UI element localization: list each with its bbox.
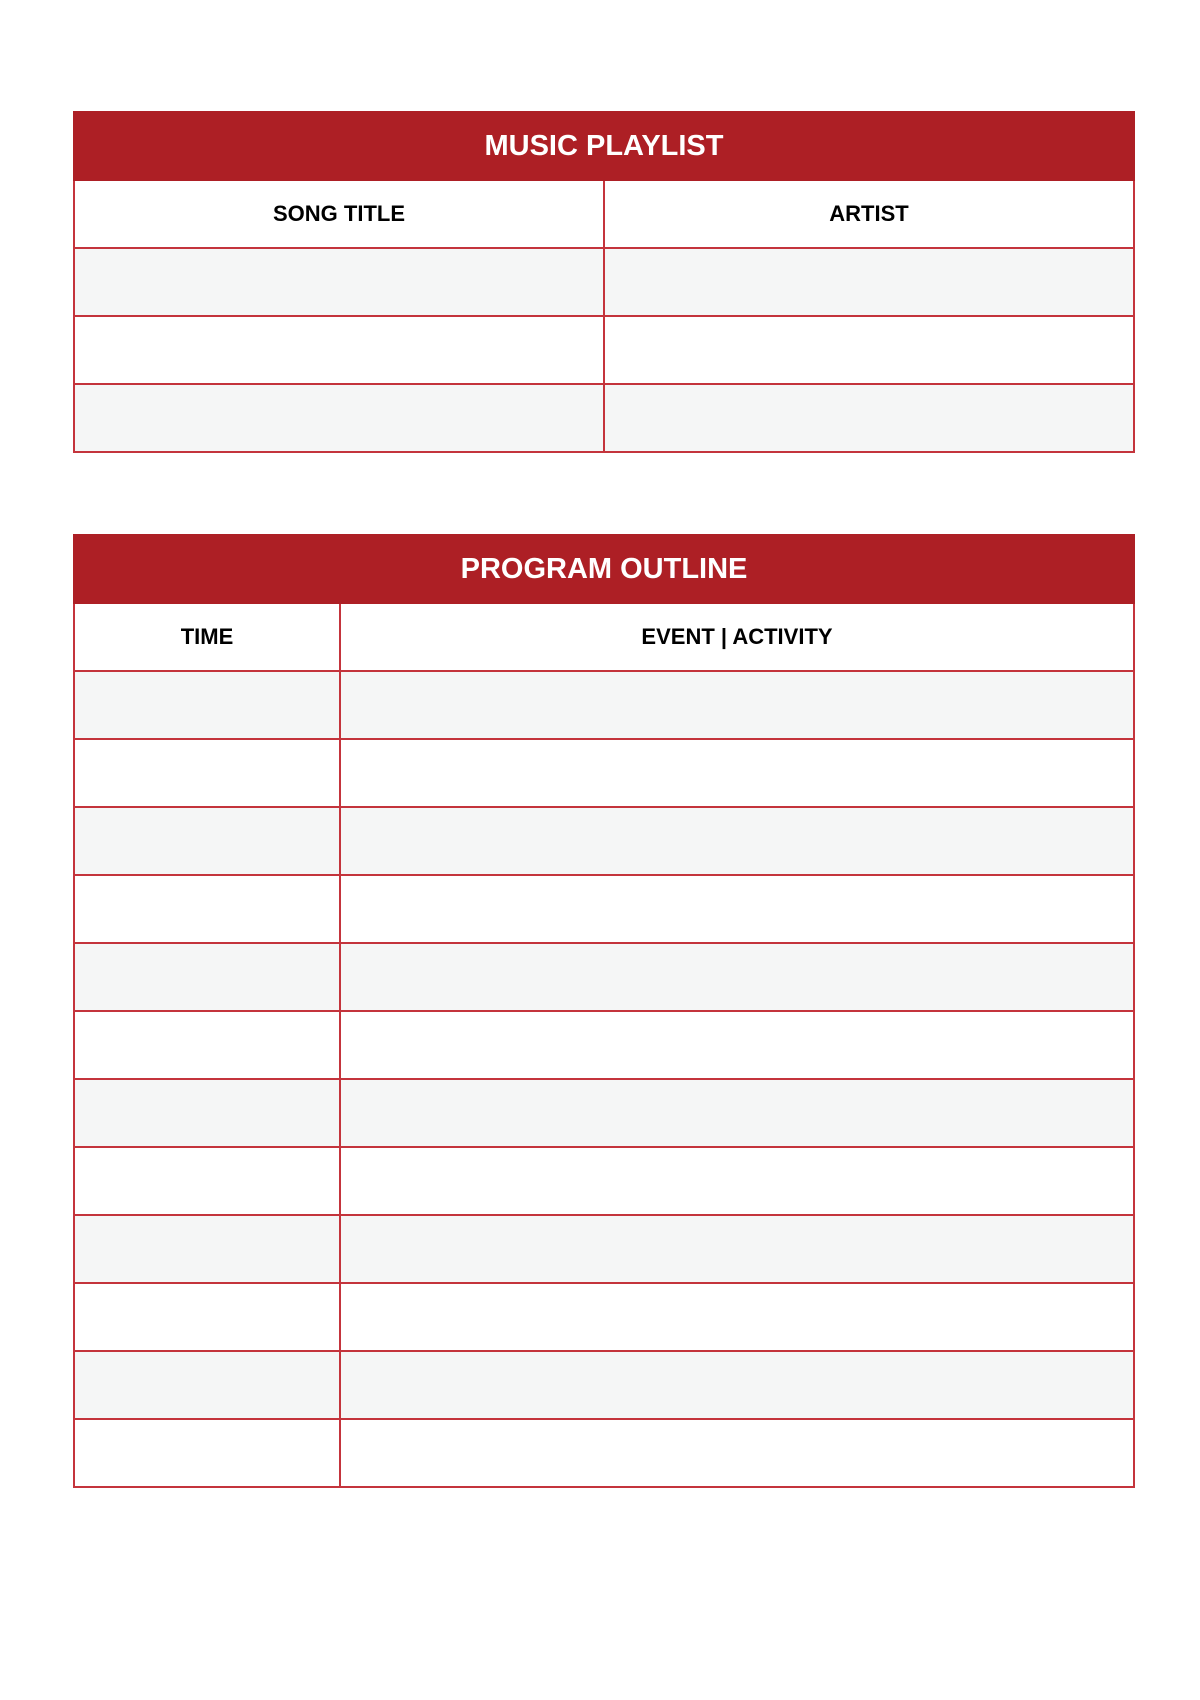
time-cell[interactable]	[74, 1283, 340, 1351]
event-activity-cell[interactable]	[340, 1419, 1134, 1487]
event-activity-cell[interactable]	[340, 1351, 1134, 1419]
artist-cell[interactable]	[604, 316, 1134, 384]
time-cell[interactable]	[74, 943, 340, 1011]
table-row	[74, 248, 1134, 316]
table-row	[74, 1351, 1134, 1419]
table-row	[74, 807, 1134, 875]
song-title-cell[interactable]	[74, 316, 604, 384]
event-activity-cell[interactable]	[340, 1011, 1134, 1079]
music-playlist-table	[73, 111, 1135, 453]
artist-header: ARTIST	[604, 180, 1134, 248]
program-outline-table	[73, 534, 1135, 1488]
table-row	[74, 316, 1134, 384]
table-row	[74, 739, 1134, 807]
song-title-cell[interactable]	[74, 384, 604, 452]
time-header: TIME	[74, 603, 340, 671]
time-cell[interactable]	[74, 739, 340, 807]
table-row	[74, 1011, 1134, 1079]
event-activity-cell[interactable]	[340, 1215, 1134, 1283]
event-activity-header: EVENT | ACTIVITY	[340, 603, 1134, 671]
event-activity-cell[interactable]	[340, 671, 1134, 739]
time-cell[interactable]	[74, 1351, 340, 1419]
event-activity-cell[interactable]	[340, 1283, 1134, 1351]
song-title-cell[interactable]	[74, 248, 604, 316]
time-cell[interactable]	[74, 1011, 340, 1079]
time-cell[interactable]	[74, 1215, 340, 1283]
song-title-header: SONG TITLE	[74, 180, 604, 248]
table-row	[74, 1283, 1134, 1351]
table-row	[74, 384, 1134, 452]
event-activity-cell[interactable]	[340, 739, 1134, 807]
time-cell[interactable]	[74, 807, 340, 875]
table-row	[74, 1079, 1134, 1147]
playlist-title: MUSIC PLAYLIST	[74, 112, 1134, 180]
table-row	[74, 1147, 1134, 1215]
event-activity-cell[interactable]	[340, 943, 1134, 1011]
table-row	[74, 1215, 1134, 1283]
artist-cell[interactable]	[604, 384, 1134, 452]
event-activity-cell[interactable]	[340, 1079, 1134, 1147]
time-cell[interactable]	[74, 1147, 340, 1215]
time-cell[interactable]	[74, 671, 340, 739]
event-activity-cell[interactable]	[340, 807, 1134, 875]
event-activity-cell[interactable]	[340, 875, 1134, 943]
time-cell[interactable]	[74, 1079, 340, 1147]
time-cell[interactable]	[74, 875, 340, 943]
table-row	[74, 1419, 1134, 1487]
table-row	[74, 671, 1134, 739]
table-row	[74, 875, 1134, 943]
event-activity-cell[interactable]	[340, 1147, 1134, 1215]
table-row	[74, 943, 1134, 1011]
time-cell[interactable]	[74, 1419, 340, 1487]
program-title: PROGRAM OUTLINE	[74, 535, 1134, 603]
artist-cell[interactable]	[604, 248, 1134, 316]
